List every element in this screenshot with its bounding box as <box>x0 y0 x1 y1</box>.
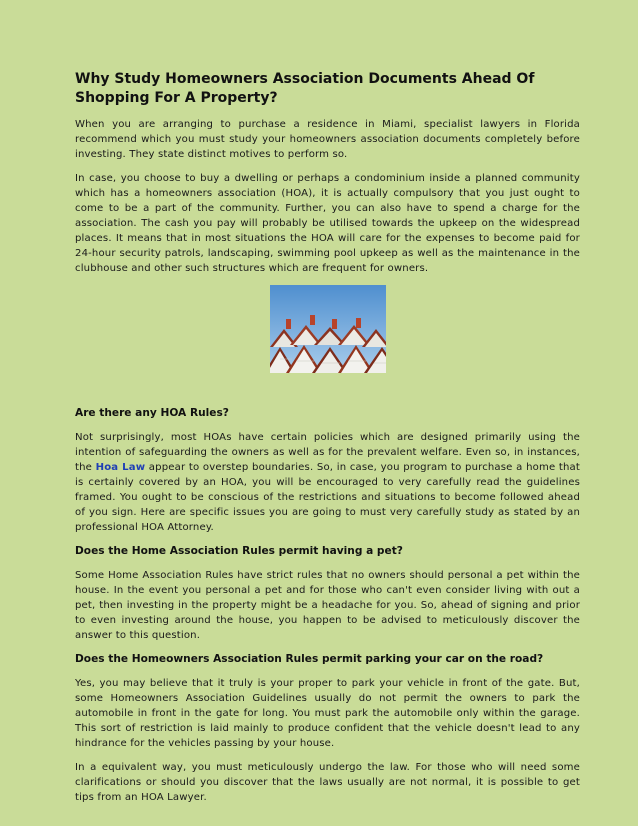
houses-rooftops-image <box>270 285 386 373</box>
section-heading-pets: Does the Home Association Rules permit having a pet? <box>75 545 403 557</box>
section-heading-parking: Does the Homeowners Association Rules permit parking your car on the road? <box>75 653 544 665</box>
article-title: Why Study Homeowners Association Documents Ahead Of Shopping For A Property? <box>75 71 535 106</box>
section-paragraph-pets: Some Home Association Rules have strict rules that no owners should personal a pet within the house. In the event you personal a pet and for those who can't even consider living with out a pet, then investing in the property might be a headache for you. So, ahead of signing and prior to even investing around the house, you happen to be advised to meticulously discover the answer to this question. <box>75 570 580 641</box>
section-paragraph-parking: Yes, you may believe that it truly is your proper to park your vehicle in front of the gate. But, some Homeowners Association Guidelines usually do not permit the owners to park the automobile in front in the gate for long. You must park the automobile only within the garage. This sort of restriction is laid mainly to produce confident that the vehicle doesn't lead to any hindrance for the vehicles passing by your house. <box>75 678 580 749</box>
closing-paragraph: In a equivalent way, you must meticulously undergo the law. For those who will need some clarifications or should you discover that the laws usually are not normal, it is possible to get tips from an HOA Lawyer. <box>75 762 580 803</box>
section-paragraph-hoa-rules <box>75 430 580 535</box>
intro-paragraph-1: When you are arranging to purchase a residence in Miami, specialist lawyers in Florida recommend which you must study your homeowners association documents completely before investing. They state distinct motives to perform so. <box>75 119 580 160</box>
hoa-law-link[interactable]: Hoa Law <box>95 462 146 473</box>
intro-paragraph-2: In case, you choose to buy a dwelling or perhaps a condominium inside a planned community which has a homeowners association (HOA), it is actually compulsory that you just ought to come to be a part of the community. Further, you can also have to spend a charge for the association. The cash you pay will probably be utilised towards the upkeep on the widespread places. It means that in most situations the HOA will care for the expenses to become paid for 24-hour security patrols, landscaping, swimming pool upkeep as well as the maintenance in the clubhouse and other such structures which are frequent for owners. <box>75 173 580 274</box>
section-heading-hoa-rules: Are there any HOA Rules? <box>75 407 229 419</box>
paragraph-text: Not surprisingly, most HOAs have certain policies which are designed primarily using the intention of safeguarding the owners as well as for the prevalent welfare. Even so, in instances, the <box>75 432 580 473</box>
paragraph-text: appear to overstep boundaries. So, in case, you program to purchase a home that is certainly covered by an HOA, you will be encouraged to very carefully read the guidelines framed. You ought to be conscious of the restrictions and situations to become followed ahead of you sign. Here are specific issues you are going to must very carefully study as stated by an professional HOA Attorney. <box>75 462 581 533</box>
